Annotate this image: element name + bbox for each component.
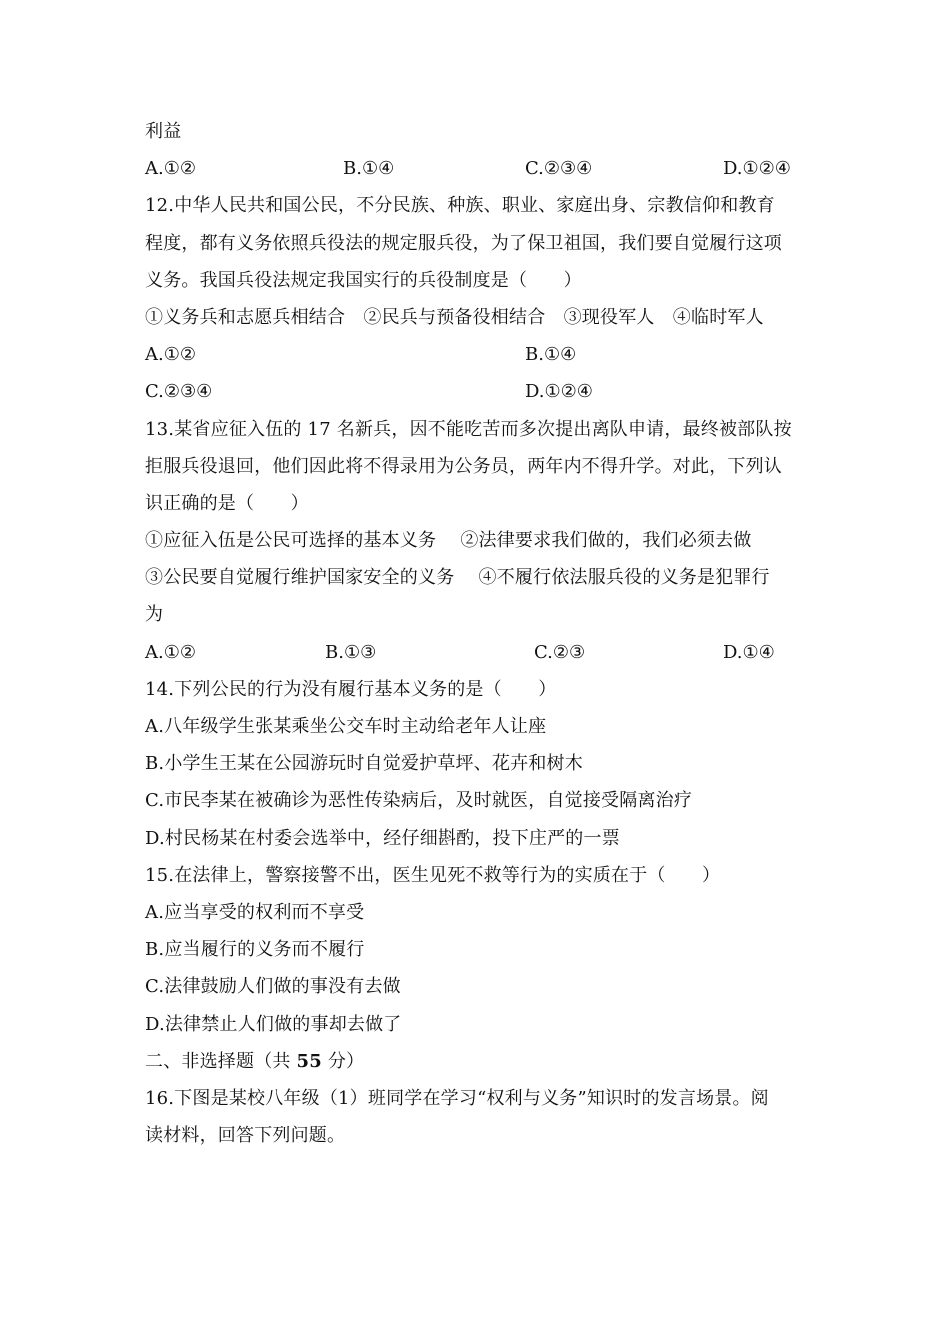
q12-stem-line: 程度，都有义务依照兵役法的规定服兵役，为了保卫祖国，我们要自觉履行这项	[145, 232, 782, 254]
q16-stem-line: 读材料，回答下列问题。	[145, 1125, 346, 1147]
q14-option-d: D.村民杨某在村委会选举中，经仔细斟酌，投下庄严的一票	[145, 827, 620, 849]
q13-item-line: 为	[145, 604, 164, 626]
q12-stem-line: 12.中华人民共和国公民，不分民族、种族、职业、家庭出身、宗教信仰和教育	[145, 195, 775, 217]
section-heading	[145, 1043, 815, 1080]
q11-option-d: D.①②④	[723, 158, 791, 180]
exam-content	[145, 113, 815, 1154]
q12-stem-line: 义务。我国兵役法规定我国实行的兵役制度是（ ）	[145, 269, 582, 291]
q11-options	[145, 150, 815, 187]
q13-options	[145, 634, 815, 671]
q13-option-b: B.①③	[325, 641, 377, 663]
q13-option-a: A.①②	[145, 641, 196, 663]
q12-items: ①义务兵和志愿兵相结合 ②民兵与预备役相结合 ③现役军人 ④临时军人	[145, 306, 764, 328]
q13-option-c: C.②③	[534, 641, 586, 663]
q12-option-b: B.①④	[525, 344, 577, 366]
q14-option-b: B.小学生王某在公园游玩时自觉爱护草坪、花卉和树木	[145, 753, 583, 775]
q14-stem: 14.下列公民的行为没有履行基本义务的是（ ）	[145, 678, 557, 700]
q14-option-c: C.市民李某在被确诊为恶性传染病后，及时就医，自觉接受隔离治疗	[145, 790, 693, 812]
q13-item-line: ①应征入伍是公民可选择的基本义务 ②法律要求我们做的，我们必须去做	[145, 530, 752, 552]
q11-option-b: B.①④	[343, 158, 395, 180]
q13-item-line: ③公民要自觉履行维护国家安全的义务 ④不履行依法服兵役的义务是犯罪行	[145, 567, 770, 589]
q15-option-c: C.法律鼓励人们做的事没有去做	[145, 976, 401, 998]
q16-stem-line: 16.下图是某校八年级（1）班同学在学习“权利与义务”知识时的发言场景。阅	[145, 1087, 769, 1109]
q14-option-a: A.八年级学生张某乘坐公交车时主动给老年人让座	[145, 716, 547, 737]
q12-option-c: C.②③④	[145, 381, 213, 403]
q11-stem-tail: 利益	[145, 121, 182, 142]
q13-stem-line: 拒服兵役退回，他们因此将不得录用为公务员，两年内不得升学。对此，下列认	[145, 455, 782, 477]
section-score: 55	[296, 1050, 322, 1072]
q15-stem: 15.在法律上，警察接警不出，医生见死不救等行为的实质在于（ ）	[145, 864, 721, 886]
q12-option-a: A.①②	[145, 344, 196, 366]
q12-options-row1	[145, 336, 815, 373]
q12-options-row2	[145, 373, 815, 410]
q13-option-d: D.①④	[723, 641, 775, 663]
q11-option-c: C.②③④	[525, 158, 593, 180]
q12-option-d: D.①②④	[525, 381, 593, 403]
q15-option-d: D.法律禁止人们做的事却去做了	[145, 1013, 402, 1035]
q15-option-b: B.应当履行的义务而不履行	[145, 939, 365, 961]
q11-option-a: A.①②	[145, 158, 196, 180]
q15-option-a: A.应当享受的权利而不享受	[145, 901, 365, 923]
q13-stem-line: 识正确的是（ ）	[145, 492, 309, 514]
q13-stem-line: 13.某省应征入伍的 17 名新兵，因不能吃苦而多次提出离队申请，最终被部队按	[145, 418, 792, 440]
section-heading-prefix: 二、非选择题（共	[145, 1050, 297, 1072]
section-heading-suffix: 分）	[321, 1050, 365, 1072]
